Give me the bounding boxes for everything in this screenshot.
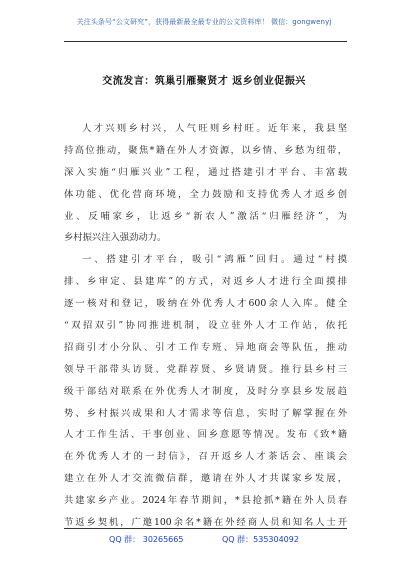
- body-line: 持高位推动，聚焦*籍在外人才资源，以乡情、乡愁为纽带，: [64, 144, 347, 156]
- body-line: “双招双引”协同推进机制，设立驻外人才工作站，依托: [64, 320, 347, 332]
- footer-contacts: [0, 534, 408, 545]
- body-line: 招商引才小分队、引才工作专班、异地商会等队伍，推动: [64, 341, 347, 353]
- footer-qq-group-1: QQ 群： 30265665: [109, 535, 184, 544]
- header-divider: [64, 41, 347, 42]
- body-line: 逐一核对和登记，吸纳在外优秀人才600余人入库。健全: [64, 298, 347, 310]
- body-line: 级干部结对联系在外优秀人才制度，及时分享县乡发展趋: [64, 385, 347, 397]
- body-line: 势、乡村振兴成果和人才需求等信息，实时了解掌握在外: [64, 407, 347, 419]
- footer-divider: [64, 528, 347, 529]
- document-title: 交流发言：筑巢引雁聚贤才 返乡创业促振兴: [102, 76, 306, 87]
- body-line: 节返乡契机，广邀100余名*籍在外经商人员和知名人士开: [64, 517, 347, 529]
- body-line: 建立在外人才交流微信群，邀请在外人才共谋家乡发展，: [64, 473, 347, 485]
- header-notice-link[interactable]: 关注头条号“公文研究”，获得最新最全最专业的公文资料库！ 微信：gongwenyj: [76, 18, 332, 26]
- body-line: 乡村振兴注入强劲动力。: [64, 232, 167, 244]
- body-line: 业、反哺家乡，让返乡“新农人”激活“归雁经济”，为: [64, 210, 347, 222]
- body-line: 排、乡审定、县建库”的方式，对返乡人才进行全面摸排: [64, 276, 347, 288]
- body-line: 人才兴则乡村兴，人气旺则乡村旺。近年来，我县坚: [82, 123, 347, 134]
- body-line: 一、搭建引才平台，吸引“鸿雁”回归。通过“村摸: [82, 254, 347, 266]
- document-body: [64, 118, 347, 534]
- body-line: 体功能、优化营商环境，全力鼓励和支持优秀人才返乡创: [64, 188, 347, 200]
- body-line: 人才工作生活、干事创业、回乡意愿等情况。发布《致*籍: [64, 429, 347, 441]
- body-line: 共建家乡产业。2024年春节期间，*县抢抓*籍在外人员春: [64, 495, 347, 507]
- body-line: 在外优秀人才的一封信》，召开返乡人才茶话会、座谈会: [64, 451, 347, 463]
- footer-qq-group-2: QQ 群：535304092: [222, 535, 299, 544]
- body-line: 领导干部带头访贤、党群荐贤、乡贤请贤。推行县乡村三: [64, 363, 347, 375]
- body-line: 深入实施“归雁兴业”工程，通过搭建引才平台、丰富载: [64, 166, 347, 178]
